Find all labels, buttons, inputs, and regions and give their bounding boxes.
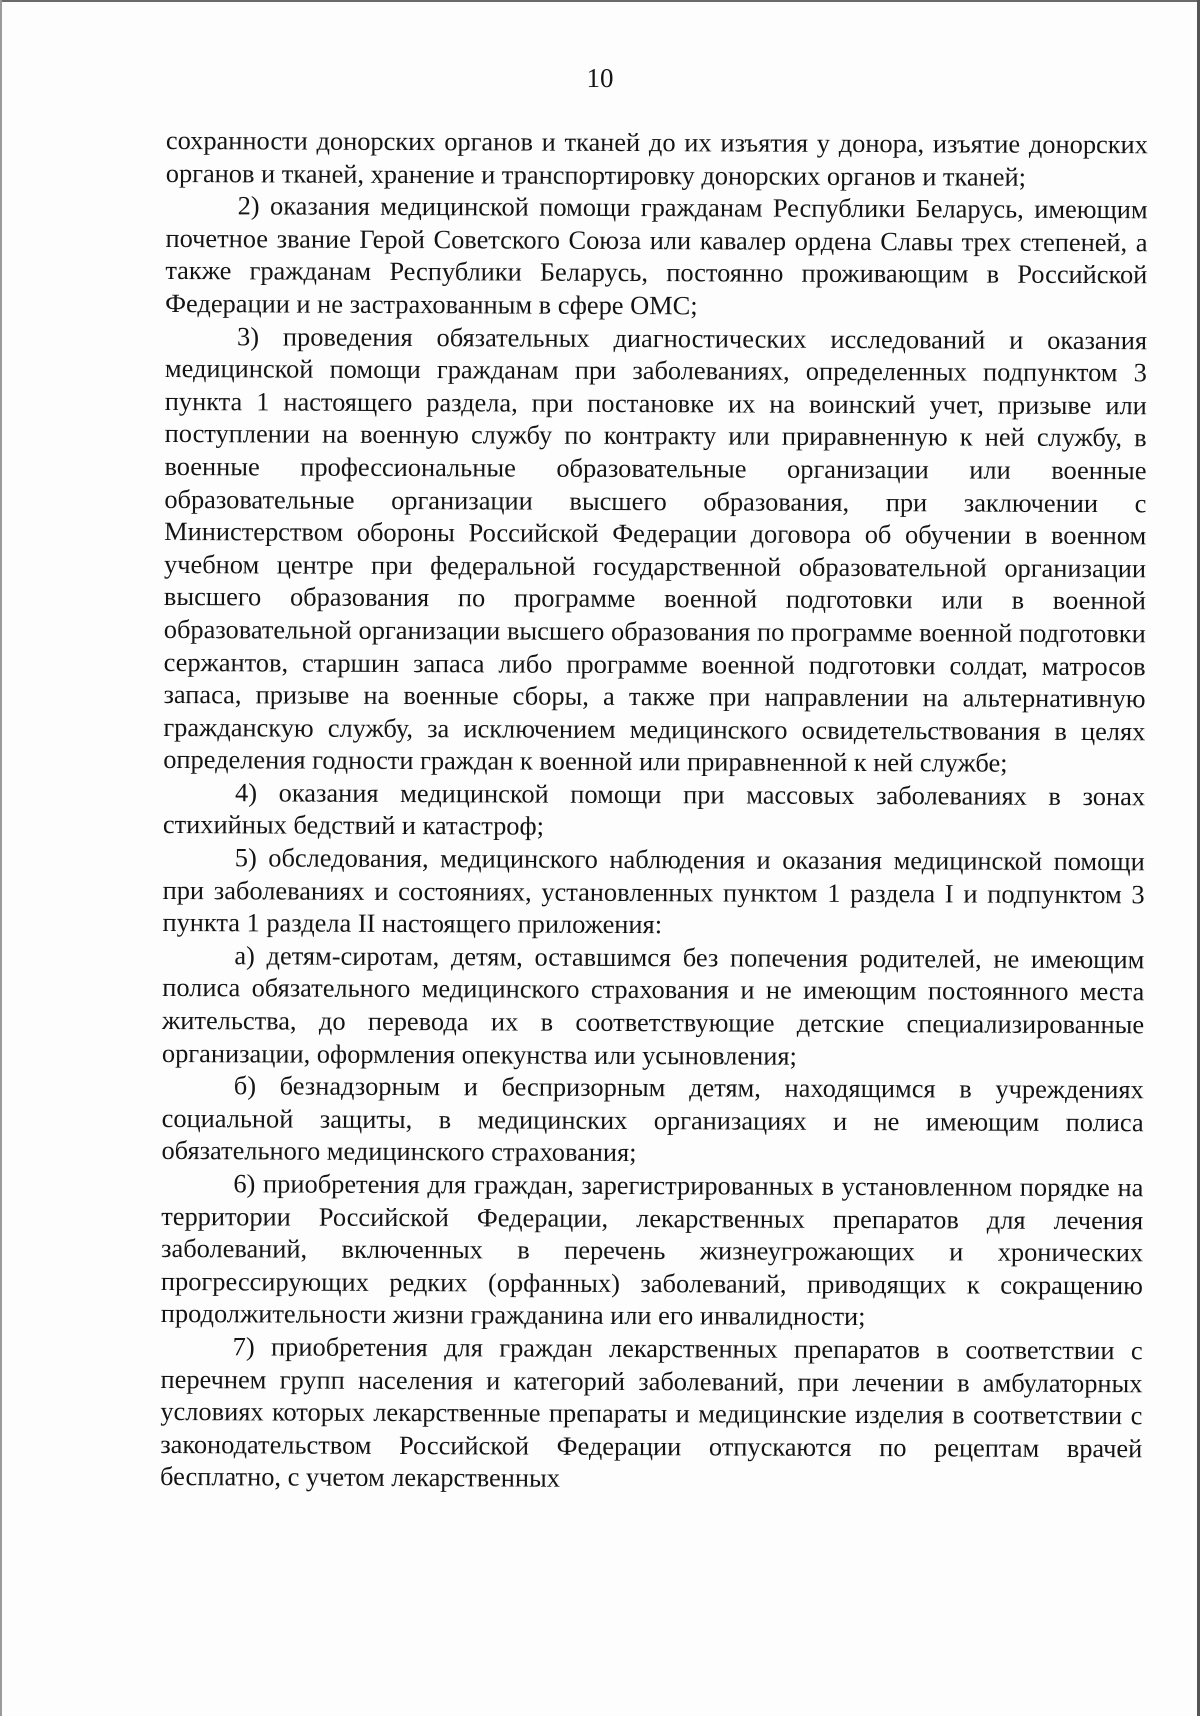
paragraph-item-6: 6) приобретения для граждан, зарегистрированных в установленном порядке на территории Российской Федерации, лекарственных препаратов для лечения заболеваний, включенных в перечень жизнеугрожающих и хронических прогрессирующих редких (орфанных) заболеваний, приводящих к сокращению продолжительности жизни гражданина или его инвалидности;	[160, 1168, 1144, 1332]
paragraph-subitem-a: а) детям-сиротам, детям, оставшимся без попечения родителей, не имеющим полиса обязательного медицинского страхования и не имеющим постоянного места жительства, до перевода их в соответствующие детские специализированные организации, оформления опекунства или усыновления;	[161, 940, 1145, 1071]
paragraph-item-3: 3) проведения обязательных диагностических исследований и оказания медицинской помощи гражданам при заболеваниях, определенных подпунктом 3 пункта 1 настоящего раздела, при постановке их на воинский учет, призыве или поступлении на военную службу по контракту или приравненную к ней службу, в военные профессиональные образовательные организации или военные образовательные организации высшего образования, при заключении с Министерством обороны Российской Федерации договора об обучении в военном учебном центре при федеральной государственной образовательной организации высшего образования по программе военной подготовки или в военной образовательной организации высшего образования по программе военной подготовки сержантов, старшин запаса либо программе военной подготовки солдат, матросов запаса, призыве на военные сборы, а также при направлении на альтернативную гражданскую службу, за исключением медицинского освидетельствования в целях определения годности граждан к военной или приравненной к ней службе;	[163, 320, 1148, 778]
page-number: 10	[586, 63, 614, 93]
document-body	[160, 124, 1148, 1497]
paragraph-item-7: 7) приобретения для граждан лекарственных препаратов в соответствии с перечнем групп населения и категорий заболеваний, при лечении в амбулаторных условиях которых лекарственные препараты и медицинские изделия в соответствии с законодательством Российской Федерации отпускаются по рецептам врачей бесплатно, с учетом лекарственных	[160, 1331, 1143, 1494]
paragraph-item-4: 4) оказания медицинской помощи при массовых заболеваниях в зонах стихийных бедствий и катастроф;	[162, 777, 1146, 842]
paragraph-item-5: 5) обследования, медицинского наблюдения и оказания медицинской помощи при заболеваниях и состояниях, установленных пунктом 1 раздела I и подпунктом 3 пункта 1 раздела II настоящего приложения:	[162, 842, 1145, 940]
paragraph-item-2: 2) оказания медицинской помощи гражданам Республики Беларусь, имеющим почетное звание Герой Советского Союза или кавалер ордена Славы трех степеней, а также гражданам Республики Беларусь, постоянно проживающим в Российской Федерации и не застрахованным в сфере ОМС;	[165, 190, 1148, 321]
scan-edge-left	[0, 0, 2, 1716]
scan-edge-top	[0, 0, 1200, 2]
paragraph-continuation: сохранности донорских органов и тканей до их изъятия у донора, изъятие донорских органов и тканей, хранение и транспортировку донорских органов и тканей;	[165, 124, 1148, 192]
paragraph-subitem-b: б) безнадзорным и беспризорным детям, находящимся в учреждениях социальной защиты, в медицинских организациях и не имеющим полиса обязательного медицинского страхования;	[161, 1070, 1144, 1168]
